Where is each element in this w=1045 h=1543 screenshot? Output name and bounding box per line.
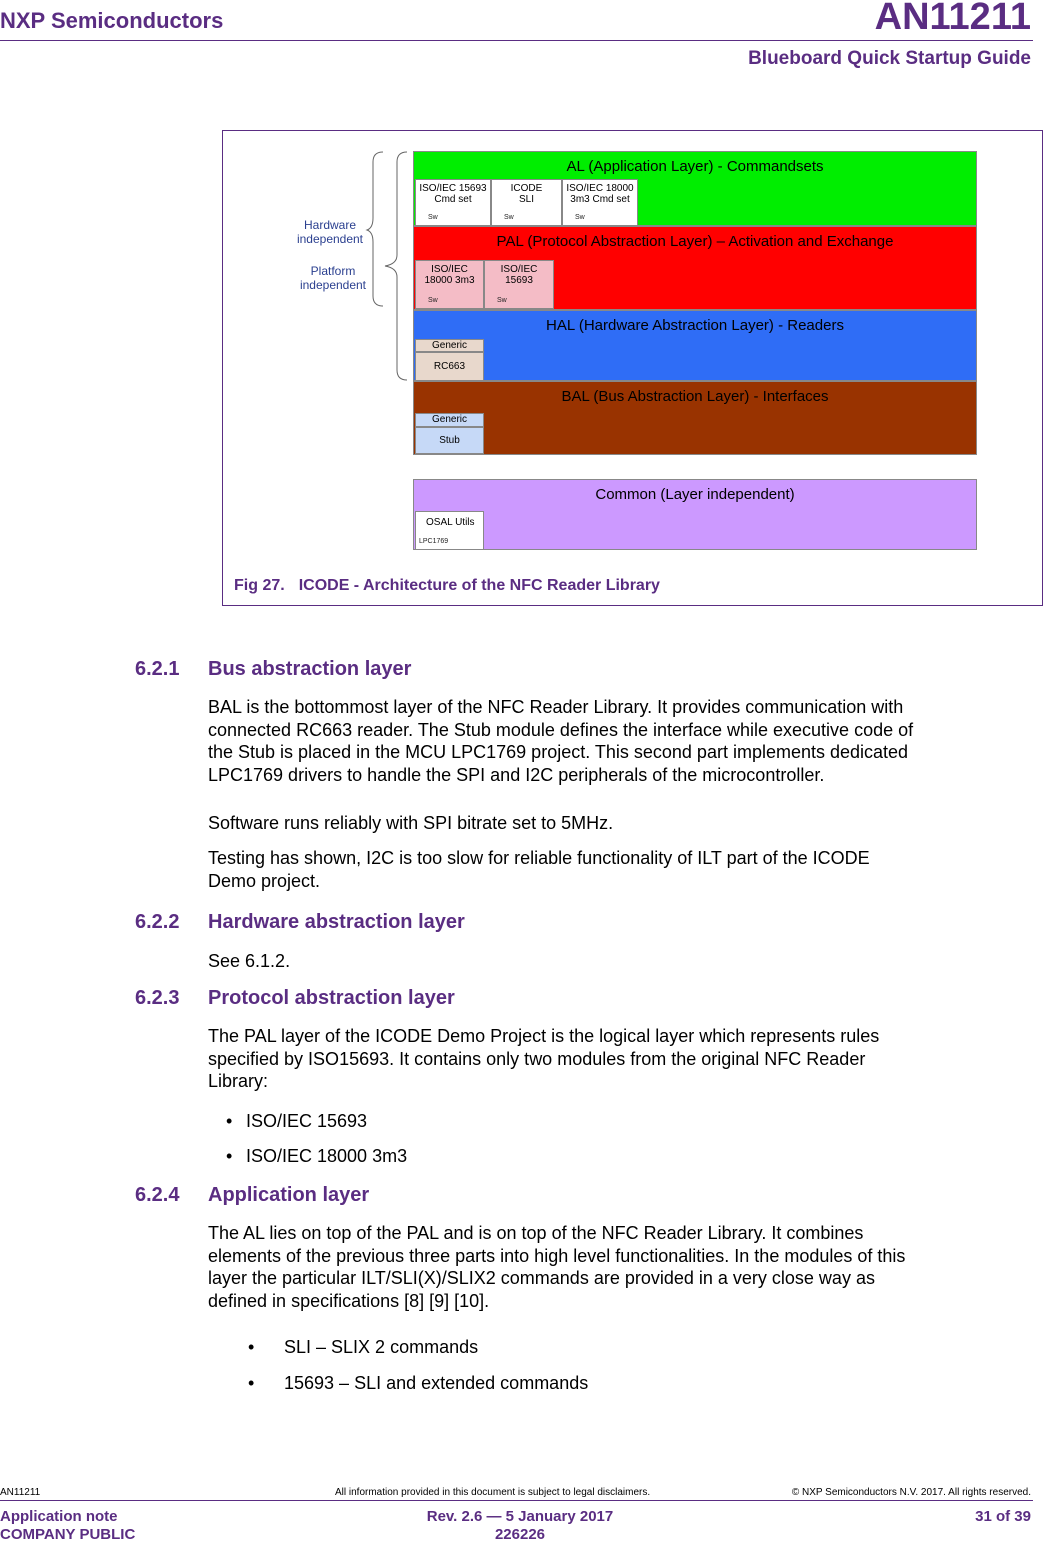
common-layer xyxy=(413,479,977,550)
hal-layer xyxy=(413,310,977,381)
section-6-2-4-bullet-1: • SLI – SLIX 2 commands xyxy=(248,1337,479,1357)
al-module-iso15693: ISO/IEC 15693 Cmd set Sw xyxy=(415,179,491,226)
pal-layer-title: PAL (Protocol Abstraction Layer) – Activation and Exchange xyxy=(496,233,894,250)
header-subtitle: Blueboard Quick Startup Guide xyxy=(748,48,1031,69)
architecture-diagram xyxy=(290,148,990,553)
footer-doc-number: 226226 xyxy=(494,1526,546,1543)
section-6-2-3-paragraph-1: The PAL layer of the ICODE Demo Project is the logical layer which represents rules specified by ISO15693. It contains only two modules from the original NFC Reader Library: xyxy=(208,1026,880,1091)
hal-module-rc663: RC663 xyxy=(415,352,484,381)
pal-module-iso15693: ISO/IEC 15693 Sw xyxy=(484,260,554,309)
footer-rule xyxy=(0,1500,1033,1501)
section-6-2-2-paragraph-1: See 6.1.2. xyxy=(208,951,291,971)
footer-page-number: 31 of 39 xyxy=(975,1508,1031,1525)
section-6-2-1-paragraph-1: BAL is the bottommost layer of the NFC Reader Library. It provides communication with connected RC663 reader. The Stub module defines the interface while executive code of the Stub is placed in the MCU LPC1769 project. This second part implements dedicated LPC1769 drivers to handle the SPI and I2C peripherals of the microcontroller. xyxy=(208,697,914,785)
bal-module-generic: Generic xyxy=(415,413,484,427)
section-6-2-4-paragraph-1: The AL lies on top of the PAL and is on top of the NFC Reader Library. It combines elements of the previous three parts into high level functionalities. In the modules of this layer the particular ILT/SLI(X)/SLIX2 commands are provided in a very close way as defined in specifications [8] [9] [10]. xyxy=(208,1223,906,1311)
header-company: NXP Semiconductors xyxy=(0,8,224,33)
bal-module-stub: Stub xyxy=(415,427,484,454)
platform-independent-brace xyxy=(383,150,409,382)
footer-copyright: © NXP Semiconductors N.V. 2017. All rights reserved. xyxy=(791,1487,1031,1498)
bullet-icon: • xyxy=(248,1337,255,1357)
section-6-2-3-bullet-1: • ISO/IEC 15693 xyxy=(226,1111,368,1131)
al-layer xyxy=(413,151,977,226)
section-heading-6-2-2: 6.2.2 Hardware abstraction layer xyxy=(135,911,465,933)
section-heading-6-2-3: 6.2.3 Protocol abstraction layer xyxy=(135,987,455,1009)
al-layer-title: AL (Application Layer) - Commandsets xyxy=(566,158,824,175)
figure-caption xyxy=(234,577,660,595)
header-document-id: AN11211 xyxy=(874,0,1031,38)
section-6-2-1-paragraph-3: Testing has shown, I2C is too slow for reliable functionality of ILT part of the ICODE Demo project. xyxy=(208,848,870,891)
common-module-osal-utils: OSAL Utils LPC1769 xyxy=(415,511,484,550)
section-6-2-1-paragraph-2: Software runs reliably with SPI bitrate set to 5MHz. xyxy=(208,813,614,833)
section-6-2-4-bullet-2: • 15693 – SLI and extended commands xyxy=(248,1373,589,1393)
figure-caption-number: Fig 27. xyxy=(234,577,285,594)
hal-module-generic: Generic xyxy=(415,339,484,352)
section-heading-6-2-1: 6.2.1 Bus abstraction layer xyxy=(135,658,412,680)
bal-layer-title: BAL (Bus Abstraction Layer) - Interfaces xyxy=(561,388,829,405)
footer-revision: Rev. 2.6 — 5 January 2017 xyxy=(426,1508,614,1525)
section-6-2-3-bullet-2: • ISO/IEC 18000 3m3 xyxy=(226,1146,408,1166)
al-module-icode-sli: ICODE SLI Sw xyxy=(491,179,562,226)
footer-classification: COMPANY PUBLIC xyxy=(0,1526,136,1543)
bullet-icon: • xyxy=(226,1146,233,1166)
platform-independent-label: Platform independent xyxy=(299,264,367,292)
common-layer-title: Common (Layer independent) xyxy=(595,486,795,503)
hardware-independent-label: Hardware independent xyxy=(296,218,364,246)
al-module-iso18000: ISO/IEC 18000 3m3 Cmd set Sw xyxy=(562,179,638,226)
bal-layer xyxy=(413,381,977,455)
figure-caption-text: ICODE - Architecture of the NFC Reader Library xyxy=(298,577,660,594)
pal-module-iso18000: ISO/IEC 18000 3m3 Sw xyxy=(415,260,484,309)
bullet-icon: • xyxy=(248,1373,255,1393)
section-heading-6-2-4: 6.2.4 Application layer xyxy=(135,1184,370,1206)
footer-disclaimer: All information provided in this document is subject to legal disclaimers. xyxy=(335,1487,651,1498)
header-rule xyxy=(0,40,1033,41)
bullet-icon: • xyxy=(226,1111,233,1131)
pal-layer xyxy=(413,226,977,310)
hal-layer-title: HAL (Hardware Abstraction Layer) - Readers xyxy=(546,317,844,334)
footer-doc-type: Application note xyxy=(0,1508,118,1525)
footer-document-id: AN11211 xyxy=(0,1487,41,1498)
